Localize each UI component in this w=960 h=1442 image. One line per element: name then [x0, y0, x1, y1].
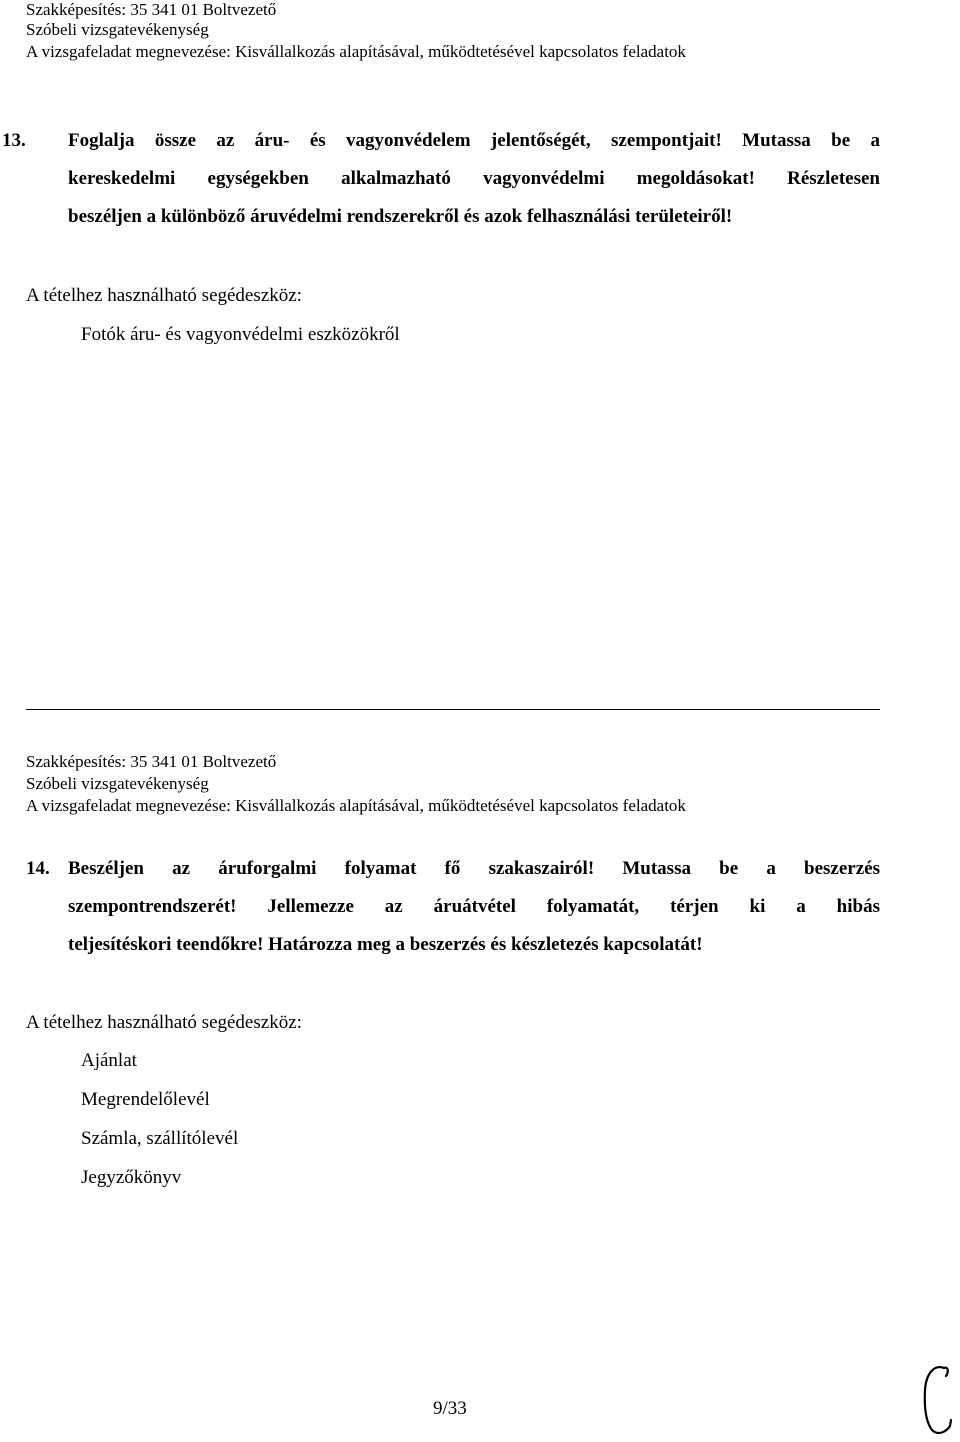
page-divider	[26, 709, 880, 710]
header-task-name: A vizsgafeladat megnevezése: Kisvállalkozás alapításával, működtetésével kapcsolatos feladatok	[26, 42, 686, 61]
header-mid	[26, 752, 686, 816]
question-13-line-2: kereskedelmi egységekben alkalmazható vagyonvédelmi megoldásokat! Részletesen	[68, 168, 880, 189]
question-13-tool-1: Fotók áru- és vagyonvédelmi eszközökről	[81, 324, 400, 345]
header-qualification: Szakképesítés: 35 341 01 Boltvezető	[26, 752, 277, 771]
question-13-line-3: beszéljen a különböző áruvédelmi rendszerekről és azok felhasználási területeiről!	[68, 206, 733, 227]
page-number: 9/33	[433, 1398, 467, 1419]
question-13-tools-label: A tételhez használható segédeszköz:	[26, 285, 302, 306]
question-14-tool-2: Megrendelőlevél	[81, 1089, 210, 1110]
handwritten-initial-signature	[918, 1360, 958, 1440]
header-top	[26, 0, 686, 62]
question-14-tool-3: Számla, szállítólevél	[81, 1128, 239, 1149]
header-exam-type: Szóbeli vizsgatevékenység	[26, 20, 209, 39]
question-14-line-3: teljesítéskori teendőkre! Határozza meg a beszerzés és készletezés kapcsolatát!	[68, 934, 703, 955]
question-14-line-2: szempontrendszerét! Jellemezze az áruátvétel folyamatát, térjen ki a hibás	[68, 896, 880, 917]
question-14-text	[68, 850, 880, 964]
question-14-tools-label: A tételhez használható segédeszköz:	[26, 1012, 302, 1033]
header-qualification: Szakképesítés: 35 341 01 Boltvezető	[26, 0, 277, 19]
question-13-number: 13.	[2, 130, 26, 151]
question-14-tool-4: Jegyzőkönyv	[81, 1167, 182, 1188]
question-14-number: 14.	[26, 858, 50, 879]
question-14-line-1: Beszéljen az áruforgalmi folyamat fő szakaszairól! Mutassa be a beszerzés	[68, 858, 880, 879]
question-14-tool-1: Ajánlat	[81, 1050, 137, 1071]
question-13-text	[68, 122, 880, 236]
question-13-line-1: Foglalja össze az áru- és vagyonvédelem jelentőségét, szempontjait! Mutassa be a	[68, 130, 880, 151]
header-exam-type: Szóbeli vizsgatevékenység	[26, 774, 209, 793]
header-task-name: A vizsgafeladat megnevezése: Kisvállalkozás alapításával, működtetésével kapcsolatos feladatok	[26, 796, 686, 815]
